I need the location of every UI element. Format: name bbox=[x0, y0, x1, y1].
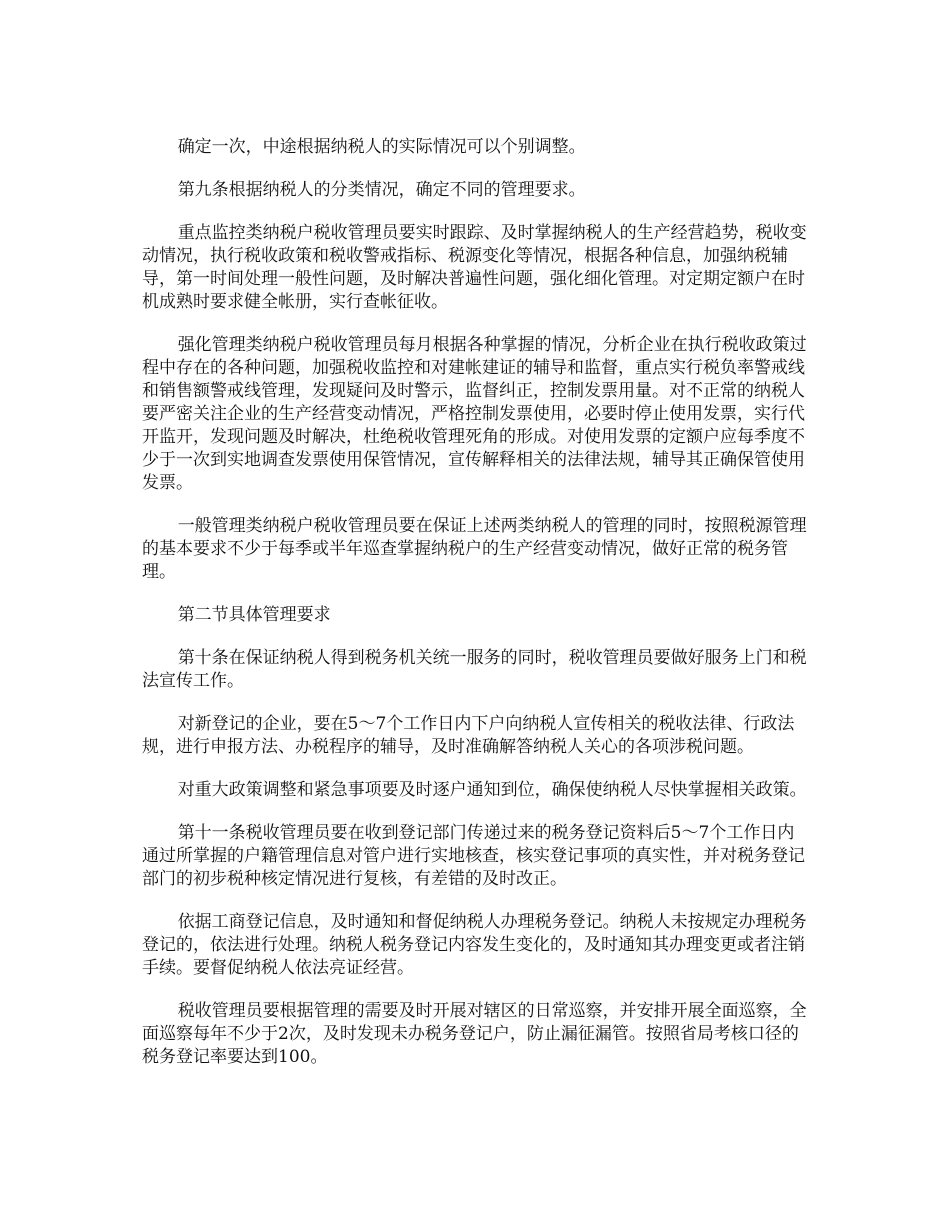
paragraph-inspection: 税收管理员要根据管理的需要及时开展对辖区的日常巡察，并安排开展全面巡察，全面巡察每年不少于2次，及时发现未办税务登记户，防止漏征漏管。按照省局考核口径的税务登记率要达到100。 bbox=[142, 1001, 807, 1067]
section-heading-2: 第二节具体管理要求 bbox=[177, 605, 331, 625]
paragraph-article-10: 第十条在保证纳税人得到税务机关统一服务的同时，税收管理员要做好服务上门和税法宣传工作。 bbox=[142, 648, 807, 691]
paragraph-article-11: 第十一条税收管理员要在收到登记部门传递过来的税务登记资料后5～7个工作日内通过所掌握的户籍管理信息对管户进行实地核查，核实登记事项的真实性，并对税务登记部门的初步税种核定情况进行复核，有差错的及时改正。 bbox=[142, 823, 805, 889]
paragraph-1: 确定一次，中途根据纳税人的实际情况可以个别调整。 bbox=[177, 137, 586, 157]
paragraph-policy-notification: 对重大政策调整和紧急事项要及时逐户通知到位，确保使纳税人尽快掌握相关政策。 bbox=[177, 780, 807, 800]
paragraph-article-9: 第九条根据纳税人的分类情况，确定不同的管理要求。 bbox=[177, 180, 586, 200]
paragraph-new-registration: 对新登记的企业，要在5～7个工作日内下户向纳税人宣传相关的税收法律、行政法规，进行申报方法、办税程序的辅导，及时准确解答纳税人关心的各项涉税问题。 bbox=[142, 714, 795, 757]
paragraph-general-management: 一般管理类纳税户税收管理员要在保证上述两类纳税人的管理的同时，按照税源管理的基本要求不少于每季或半年巡查掌握纳税户的生产经营变动情况，做好正常的税务管理。 bbox=[142, 516, 807, 582]
paragraph-enhanced-management: 强化管理类纳税户税收管理员每月根据各种掌握的情况，分析企业在执行税收政策过程中存在的各种问题，加强税收监控和对建帐建证的辅导和监督，重点实行税负率警戒线和销售额警戒线管理，发现疑问及时警示，监督纠正，控制发票用量。对不正常的纳税人要严密关注企业的生产经营变动情况，严格控制发票使用，必要时停止使用发票，实行代开监开，发现问题及时解决，杜绝税收管理死角的形成。对使用发票的定额户应每季度不少于一次到实地调查发票使用保管情况，宣传解释相关的法律法规，辅导其正确保管使用发票。 bbox=[142, 335, 807, 493]
paragraph-key-monitoring: 重点监控类纳税户税收管理员要实时跟踪、及时掌握纳税人的生产经营趋势，税收变动情况，执行税收政策和税收警戒指标、税源变化等情况，根据各种信息，加强纳税辅导，第一时间处理一般性问题，及时解决普遍性问题，强化细化管理。对定期定额户在时机成熟时要求健全帐册，实行查帐征收。 bbox=[142, 223, 807, 312]
paragraph-registration-supervision: 依据工商登记信息，及时通知和督促纳税人办理税务登记。纳税人未按规定办理税务登记的，依法进行处理。纳税人税务登记内容发生变化的，及时通知其办理变更或者注销手续。要督促纳税人依法亮证经营。 bbox=[142, 912, 807, 978]
document-body bbox=[142, 136, 810, 1089]
